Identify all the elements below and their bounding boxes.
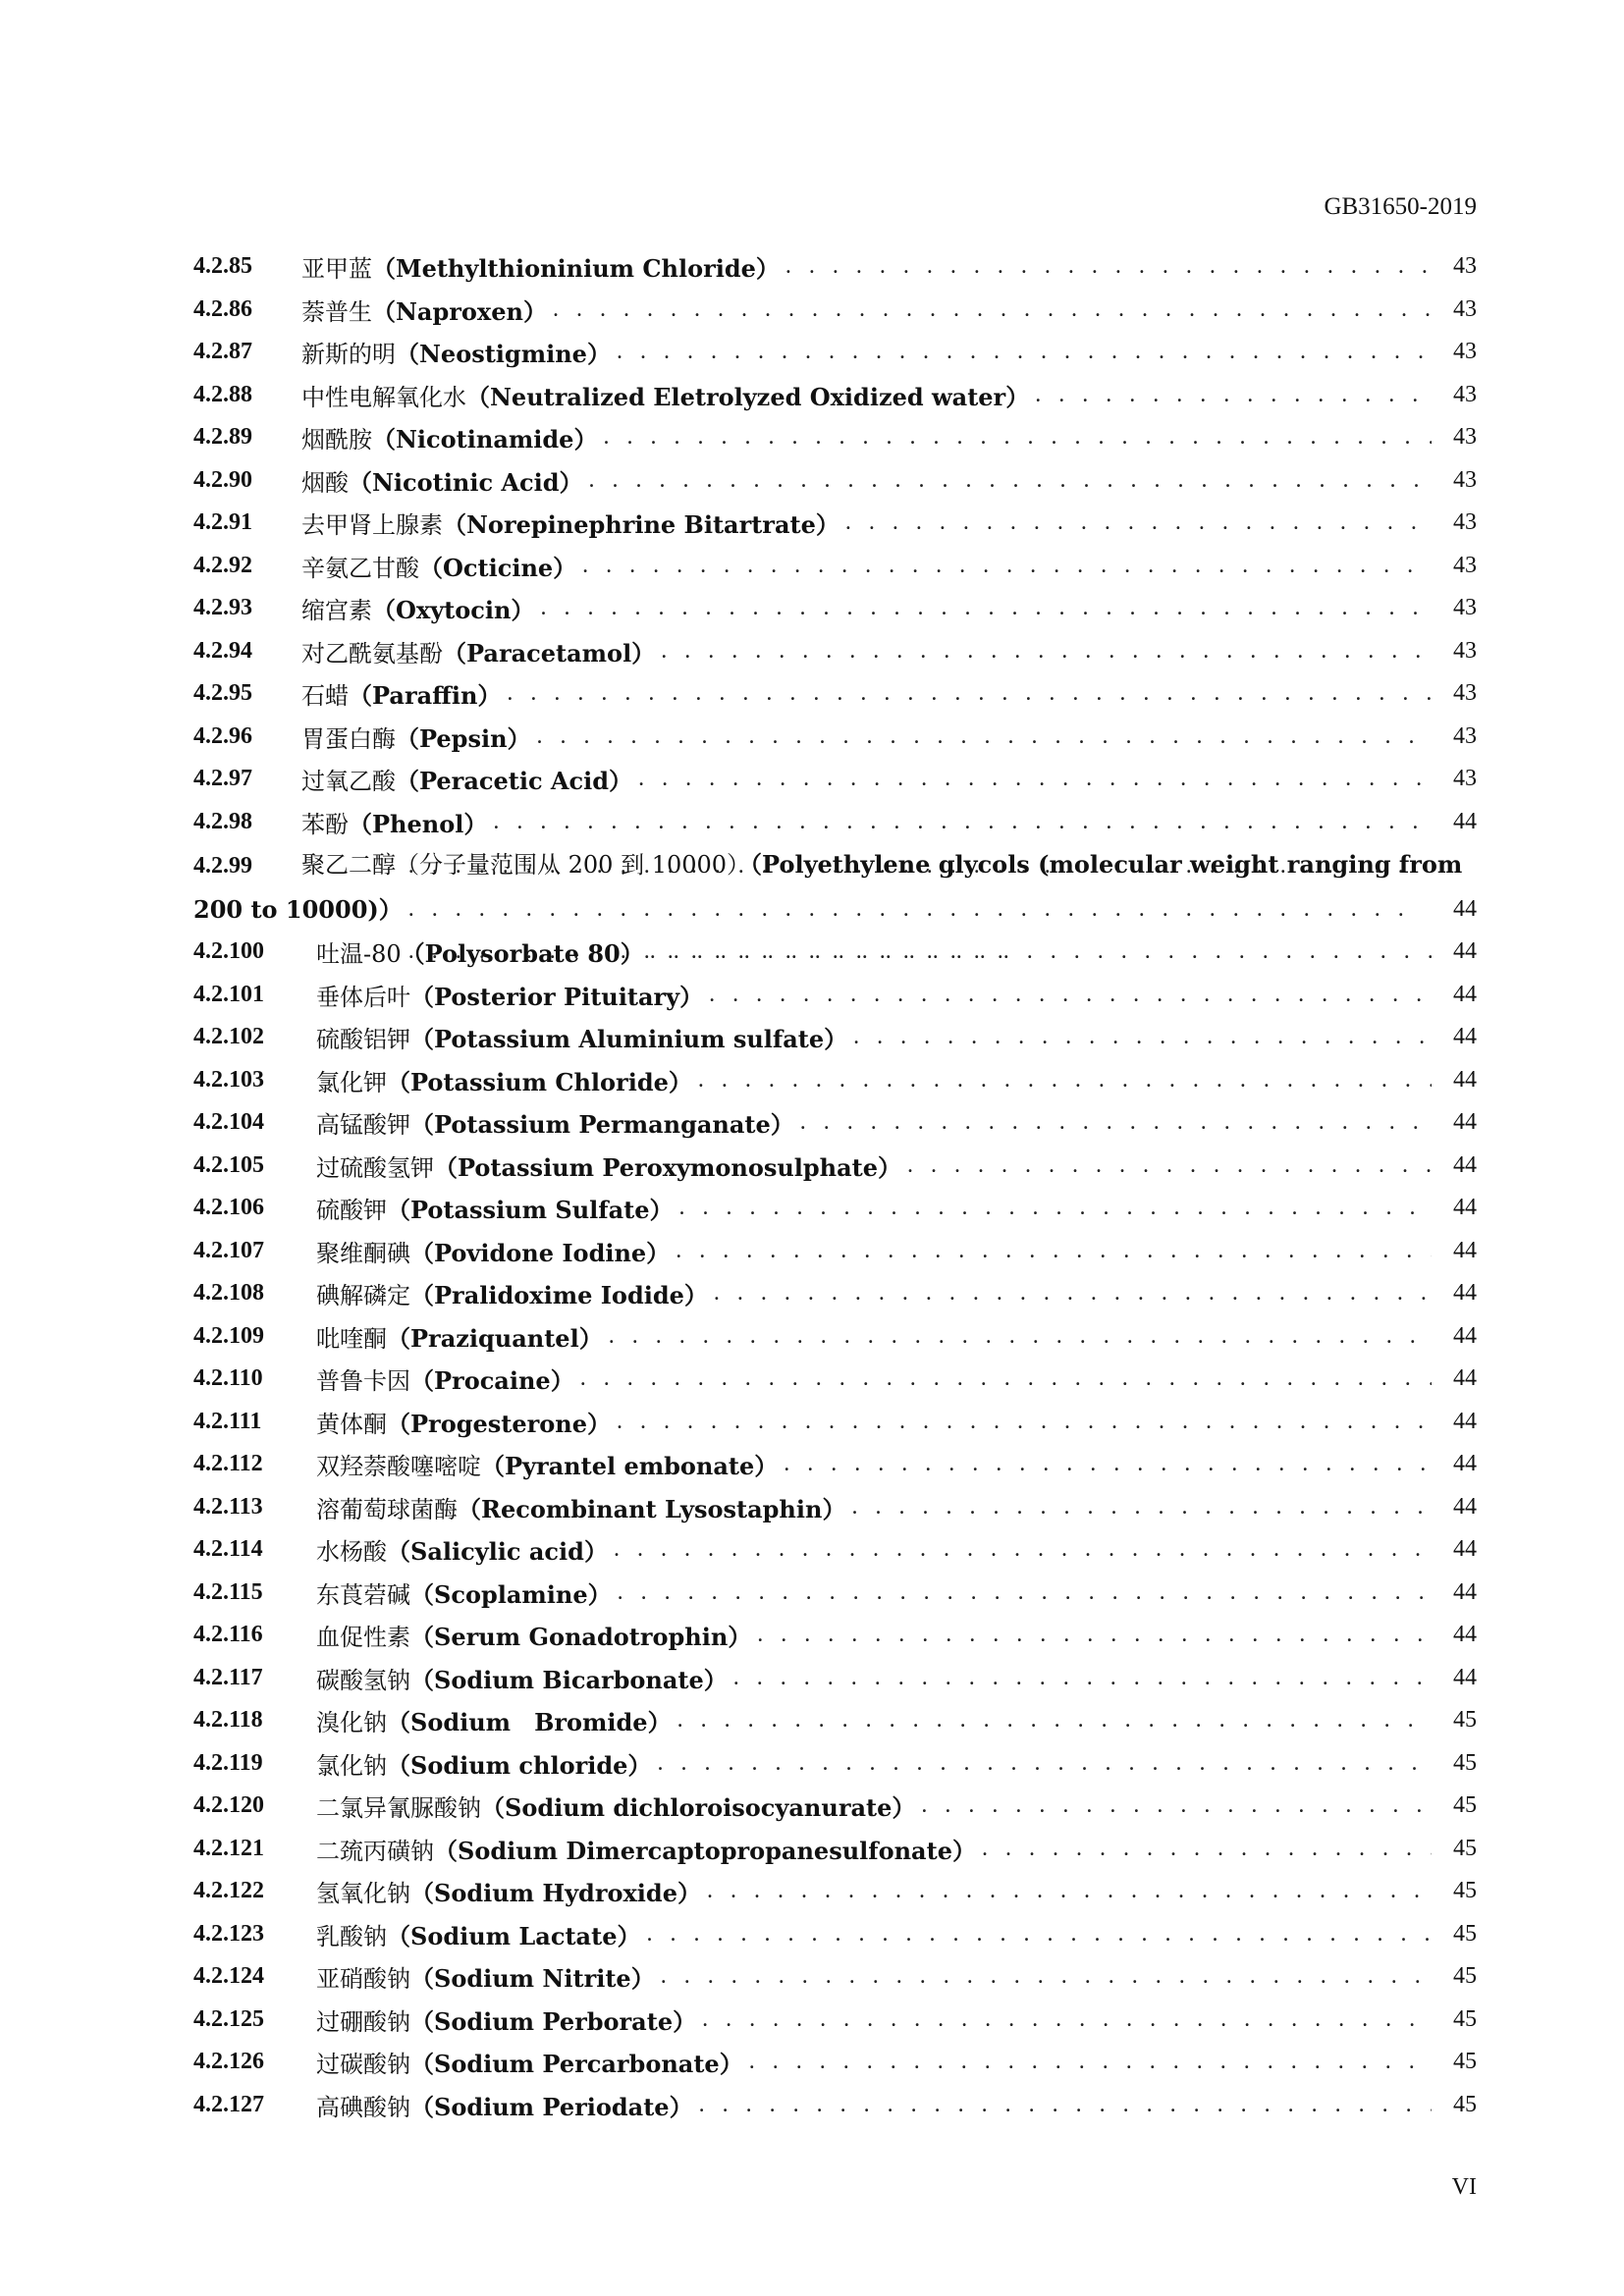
- toc-entry-number: 4.2.90: [193, 466, 252, 493]
- leader-dots: [582, 553, 1432, 579]
- toc-entry-page: 43: [1453, 466, 1477, 493]
- leader-dots: [676, 1238, 1432, 1264]
- toc-entry[interactable]: [193, 1699, 1477, 1742]
- toc-entry[interactable]: [193, 1145, 1477, 1188]
- leader-dots: [785, 253, 1432, 280]
- toc-entry-page: 44: [1453, 1536, 1477, 1563]
- toc-entry[interactable]: [193, 1486, 1477, 1529]
- toc-entry[interactable]: [193, 1614, 1477, 1657]
- toc-entry-page: 45: [1453, 1749, 1477, 1776]
- toc-entry[interactable]: [193, 716, 1477, 759]
- table-of-contents: [193, 245, 1477, 2126]
- toc-entry-number: 4.2.113: [193, 1493, 263, 1520]
- toc-entry[interactable]: [193, 1870, 1477, 1913]
- toc-entry-number: 4.2.120: [193, 1792, 264, 1819]
- leader-dots: [702, 2006, 1432, 2033]
- toc-entry-number: 4.2.117: [193, 1664, 263, 1690]
- toc-entry-page: 44: [1453, 1451, 1477, 1477]
- leader-dots: [784, 1451, 1432, 1477]
- toc-entry-page: 43: [1453, 680, 1477, 707]
- toc-entry-number: 4.2.94: [193, 637, 252, 664]
- toc-entry[interactable]: [193, 1230, 1477, 1273]
- toc-entry-page: 44: [1453, 1151, 1477, 1178]
- toc-entry-title: 烟酰胺（Nicotinamide）: [301, 425, 598, 454]
- toc-entry[interactable]: [193, 1913, 1477, 1956]
- toc-entry-title: 黄体酮（Progesterone）: [316, 1409, 611, 1438]
- toc-entry-title: 过硼酸钠（Sodium Perborate）: [316, 2006, 697, 2036]
- toc-entry-title: 水杨酸（Salicylic acid）: [316, 1537, 608, 1567]
- leader-dots: [650, 938, 1432, 965]
- leader-dots: [553, 296, 1432, 323]
- toc-entry[interactable]: [193, 1785, 1477, 1828]
- toc-entry-page: 44: [1453, 1237, 1477, 1263]
- toc-entry-title-continued: 200 to 10000)）: [193, 894, 403, 924]
- toc-entry-page: 44: [1453, 1365, 1477, 1392]
- toc-entry-number: 4.2.96: [193, 722, 252, 749]
- toc-entry-page: 44: [1453, 981, 1477, 1007]
- toc-entry[interactable]: [193, 331, 1477, 374]
- toc-entry-title: 溶葡萄球菌酶（Recombinant Lysostaphin）: [316, 1494, 846, 1523]
- toc-entry[interactable]: [193, 1016, 1477, 1059]
- toc-entry-title: 对乙酰氨基酚（Paracetamol）: [301, 638, 656, 667]
- toc-entry-title: 硫酸铝钾（Potassium Aluminium sulfate）: [316, 1025, 848, 1054]
- toc-entry-number: 4.2.95: [193, 680, 252, 707]
- leader-dots: [493, 809, 1432, 835]
- toc-entry-title: 萘普生（Naproxen）: [301, 296, 547, 326]
- toc-entry-number: 4.2.109: [193, 1322, 264, 1349]
- toc-entry[interactable]: [193, 502, 1477, 545]
- toc-entry-number: 4.2.86: [193, 295, 252, 322]
- leader-dots: [661, 638, 1432, 665]
- toc-entry-title: 烟酸（Nicotinic Acid）: [301, 467, 583, 497]
- leader-dots: [698, 1067, 1432, 1094]
- toc-entry-page: 44: [1453, 808, 1477, 834]
- toc-entry-page: 44: [1453, 1664, 1477, 1690]
- toc-entry-title: 过硫酸氢钾（Potassium Peroxymonosulphate）: [316, 1152, 902, 1182]
- toc-entry-title: 高锰酸钾（Potassium Permanganate）: [316, 1110, 794, 1140]
- leader-dots: [617, 1409, 1432, 1435]
- toc-entry-page: 44: [1453, 1024, 1477, 1050]
- toc-entry-title: 石蜡（Paraffin）: [301, 681, 502, 711]
- leader-dots: [589, 467, 1432, 494]
- toc-entry-page: 45: [1453, 1920, 1477, 1947]
- toc-entry-title: 过氧乙酸（Peracetic Acid）: [301, 767, 633, 796]
- toc-entry-page: 45: [1453, 1835, 1477, 1861]
- toc-entry-title: 缩宫素（Oxytocin）: [301, 596, 535, 625]
- toc-entry-page: 44: [1453, 1622, 1477, 1648]
- toc-entry-page: 43: [1453, 424, 1477, 451]
- toc-entry-title: 溴化钠（Sodium Bromide）: [316, 1708, 672, 1737]
- toc-entry-title: 乳酸钠（Sodium Lactate）: [316, 1921, 641, 1950]
- toc-entry-page: 45: [1453, 2091, 1477, 2117]
- toc-entry-page: 43: [1453, 595, 1477, 621]
- toc-entry[interactable]: [193, 1059, 1477, 1102]
- toc-entry-page: 44: [1453, 938, 1477, 965]
- toc-entry-page: 44: [1453, 1322, 1477, 1349]
- toc-entry-number: 4.2.119: [193, 1749, 263, 1776]
- leader-dots: [1035, 382, 1432, 408]
- toc-entry[interactable]: [193, 1528, 1477, 1572]
- toc-entry[interactable]: [193, 1742, 1477, 1786]
- toc-entry-title: 中性电解氧化水（Neutralized Eletrolyzed Oxidized water）: [301, 382, 1030, 411]
- toc-entry-title: 碘解磷定（Pralidoxime Iodide）: [316, 1281, 708, 1310]
- toc-entry-number: 4.2.127: [193, 2091, 264, 2117]
- toc-entry-number: 4.2.112: [193, 1451, 263, 1477]
- leader-dots: [507, 680, 1432, 707]
- toc-entry-title: 普鲁卡因（Procaine）: [316, 1366, 574, 1396]
- toc-entry-title: 胃蛋白酶（Pepsin）: [301, 723, 531, 753]
- leader-dots: [733, 1665, 1432, 1691]
- toc-entry-number: 4.2.99: [193, 853, 252, 879]
- toc-entry-number: 4.2.100: [193, 938, 264, 965]
- toc-entry-number: 4.2.107: [193, 1237, 264, 1263]
- toc-entry-title: 二氯异氰脲酸钠（Sodium dichloroisocyanurate）: [316, 1793, 916, 1823]
- toc-entry-title: 垂体后叶（Posterior Pituitary）: [316, 982, 704, 1011]
- toc-entry-page: 44: [1453, 1408, 1477, 1434]
- toc-entry[interactable]: [193, 1572, 1477, 1615]
- toc-entry-page: 44: [1453, 1109, 1477, 1136]
- toc-entry-title: 硫酸钾（Potassium Sulfate）: [316, 1196, 674, 1225]
- toc-entry-number: 4.2.93: [193, 595, 252, 621]
- toc-entry-page: 43: [1453, 381, 1477, 407]
- toc-entry-page: 44: [1453, 1578, 1477, 1605]
- leader-dots: [646, 1921, 1432, 1948]
- toc-entry-page: 43: [1453, 637, 1477, 664]
- leader-dots: [614, 1536, 1432, 1563]
- leader-dots: [679, 1195, 1432, 1221]
- toc-entry-number: 4.2.115: [193, 1578, 263, 1605]
- toc-entry-page: 45: [1453, 2049, 1477, 2075]
- toc-entry-title: 亚甲蓝（Methylthioninium Chloride）: [301, 254, 780, 284]
- toc-entry[interactable]: [193, 1358, 1477, 1401]
- toc-entry-title: 聚乙二醇（分子量范围从 200 到 10000）（Polyethylene glycols (molecular weight ranging from: [301, 850, 1463, 879]
- toc-entry-number: 4.2.88: [193, 381, 252, 407]
- toc-entry-title: 过碳酸钠（Sodium Percarbonate）: [316, 2050, 743, 2079]
- toc-entry-number: 4.2.116: [193, 1622, 263, 1648]
- leader-dots: [677, 1707, 1432, 1734]
- toc-entry-title: 东莨菪碱（Scoplamine）: [316, 1579, 612, 1609]
- leader-dots: [661, 1963, 1432, 1990]
- toc-entry-number: 4.2.105: [193, 1151, 264, 1178]
- toc-entry[interactable]: [193, 843, 1477, 931]
- leader-dots: [699, 2092, 1432, 2118]
- leader-dots: [707, 1878, 1432, 1904]
- toc-entry-title: 氯化钠（Sodium chloride）: [316, 1750, 652, 1780]
- toc-entry-page: 44: [1453, 1195, 1477, 1221]
- toc-entry-number: 4.2.92: [193, 552, 252, 578]
- leader-dots: [853, 1024, 1432, 1050]
- toc-entry-page: 43: [1453, 253, 1477, 280]
- leader-dots: [638, 766, 1432, 792]
- toc-entry-title: 辛氨乙甘酸（Octicine）: [301, 553, 577, 582]
- leader-dots: [851, 1494, 1432, 1521]
- toc-entry[interactable]: [193, 1315, 1477, 1359]
- toc-entry-number: 4.2.91: [193, 509, 252, 536]
- toc-entry-page: 44: [1453, 1280, 1477, 1307]
- toc-entry-number: 4.2.101: [193, 981, 264, 1007]
- toc-entry-number: 4.2.123: [193, 1920, 264, 1947]
- toc-entry-number: 4.2.118: [193, 1707, 263, 1734]
- leader-dots: [907, 1152, 1432, 1179]
- toc-entry[interactable]: [193, 1955, 1477, 1999]
- toc-entry[interactable]: [193, 2084, 1477, 2127]
- leader-dots: [618, 1579, 1432, 1606]
- leader-dots: [609, 1323, 1432, 1350]
- toc-entry-title: 二巯丙磺钠（Sodium Dimercaptopropanesulfonate）: [316, 1836, 976, 1865]
- leader-dots: [709, 982, 1432, 1008]
- toc-entry[interactable]: [193, 801, 1477, 844]
- toc-entry-page: 45: [1453, 1963, 1477, 1990]
- toc-entry[interactable]: [193, 2041, 1477, 2084]
- toc-entry[interactable]: [193, 758, 1477, 801]
- leader-dots: [603, 424, 1432, 451]
- toc-entry[interactable]: [193, 374, 1477, 417]
- leader-dots: [537, 723, 1432, 750]
- toc-entry-title: 氢氧化钠（Sodium Hydroxide）: [316, 1879, 701, 1908]
- leader-dots: [580, 1365, 1432, 1392]
- toc-entry[interactable]: [193, 1999, 1477, 2042]
- toc-entry-page: 43: [1453, 722, 1477, 749]
- toc-entry-number: 4.2.111: [193, 1408, 262, 1434]
- toc-entry-page: 43: [1453, 552, 1477, 578]
- toc-entry[interactable]: [193, 1828, 1477, 1871]
- toc-entry-number: 4.2.106: [193, 1195, 264, 1221]
- toc-entry-page: 43: [1453, 339, 1477, 365]
- toc-entry-number: 4.2.121: [193, 1835, 264, 1861]
- toc-entry[interactable]: [193, 587, 1477, 630]
- leader-dots: [749, 2049, 1432, 2075]
- toc-entry[interactable]: [193, 416, 1477, 459]
- toc-entry-title: 氯化钾（Potassium Chloride）: [316, 1067, 692, 1096]
- toc-entry-number: 4.2.125: [193, 2005, 264, 2032]
- toc-entry[interactable]: [193, 245, 1477, 289]
- toc-entry-page: 43: [1453, 766, 1477, 792]
- toc-entry-page: 45: [1453, 1707, 1477, 1734]
- toc-entry-number: 4.2.89: [193, 424, 252, 451]
- toc-entry-number: 4.2.126: [193, 2049, 264, 2075]
- toc-entry-number: 4.2.103: [193, 1066, 264, 1093]
- toc-entry-page: 44: [1453, 895, 1477, 922]
- leader-dots: [982, 1836, 1432, 1862]
- toc-entry-number: 4.2.98: [193, 808, 252, 834]
- toc-entry-title: 吐温-80（Polysorbate 80）: [316, 939, 644, 969]
- toc-entry[interactable]: [193, 1657, 1477, 1700]
- toc-entry-number: 4.2.124: [193, 1963, 264, 1990]
- leader-dots: [800, 1109, 1432, 1136]
- toc-entry[interactable]: [193, 1101, 1477, 1145]
- leader-dots: [617, 339, 1432, 365]
- toc-entry-title: 高碘酸钠（Sodium Periodate）: [316, 2092, 693, 2121]
- toc-entry-number: 4.2.114: [193, 1536, 263, 1563]
- leader-dots: [540, 595, 1432, 621]
- page-number: VI: [1451, 2174, 1477, 2200]
- toc-entry-number: 4.2.122: [193, 1878, 264, 1904]
- toc-entry-number: 4.2.108: [193, 1280, 264, 1307]
- toc-entry[interactable]: [193, 672, 1477, 716]
- toc-entry-title: 新斯的明（Neostigmine）: [301, 340, 611, 369]
- leader-dots: [921, 1792, 1432, 1819]
- toc-entry[interactable]: [193, 289, 1477, 332]
- leader-dots: [714, 1280, 1432, 1307]
- toc-entry[interactable]: [193, 545, 1477, 588]
- toc-entry[interactable]: [193, 630, 1477, 673]
- toc-entry-page: 45: [1453, 1792, 1477, 1819]
- toc-entry-number: 4.2.102: [193, 1024, 264, 1050]
- toc-entry[interactable]: [193, 974, 1477, 1017]
- leader-dots: [757, 1622, 1432, 1648]
- toc-entry-page: 45: [1453, 2005, 1477, 2032]
- toc-entry-page: 44: [1453, 1493, 1477, 1520]
- toc-entry-title: 聚维酮碘（Povidone Iodine）: [316, 1238, 671, 1267]
- toc-entry-title: 去甲肾上腺素（Norepinephrine Bitartrate）: [301, 510, 839, 540]
- toc-entry-title: 血促性素（Serum Gonadotrophin）: [316, 1623, 752, 1652]
- document-code: GB31650-2019: [1324, 193, 1477, 220]
- toc-entry-number: 4.2.97: [193, 766, 252, 792]
- toc-entry-number: 4.2.110: [193, 1365, 263, 1392]
- leader-dots: [657, 1750, 1432, 1777]
- toc-entry-title: 碳酸氢钠（Sodium Bicarbonate）: [316, 1665, 728, 1694]
- leader-dots: [845, 509, 1432, 536]
- toc-entry-page: 43: [1453, 509, 1477, 536]
- toc-entry-title: 亚硝酸钠（Sodium Nitrite）: [316, 1964, 655, 1994]
- toc-entry-title: 苯酚（Phenol）: [301, 809, 488, 838]
- toc-entry-title: 双羟萘酸噻嘧啶（Pyrantel embonate）: [316, 1452, 779, 1481]
- toc-entry[interactable]: [193, 1187, 1477, 1230]
- toc-entry[interactable]: [193, 1401, 1477, 1444]
- toc-entry[interactable]: [193, 1272, 1477, 1315]
- toc-entry-number: 4.2.87: [193, 339, 252, 365]
- toc-entry-page: 44: [1453, 1066, 1477, 1093]
- toc-entry-title: 吡喹酮（Praziquantel）: [316, 1323, 603, 1353]
- toc-entry-page: 43: [1453, 295, 1477, 322]
- toc-entry[interactable]: [193, 1443, 1477, 1486]
- toc-entry-number: 4.2.104: [193, 1109, 264, 1136]
- toc-entry-number: 4.2.85: [193, 253, 252, 280]
- toc-entry[interactable]: [193, 459, 1477, 503]
- toc-entry-page: 45: [1453, 1878, 1477, 1904]
